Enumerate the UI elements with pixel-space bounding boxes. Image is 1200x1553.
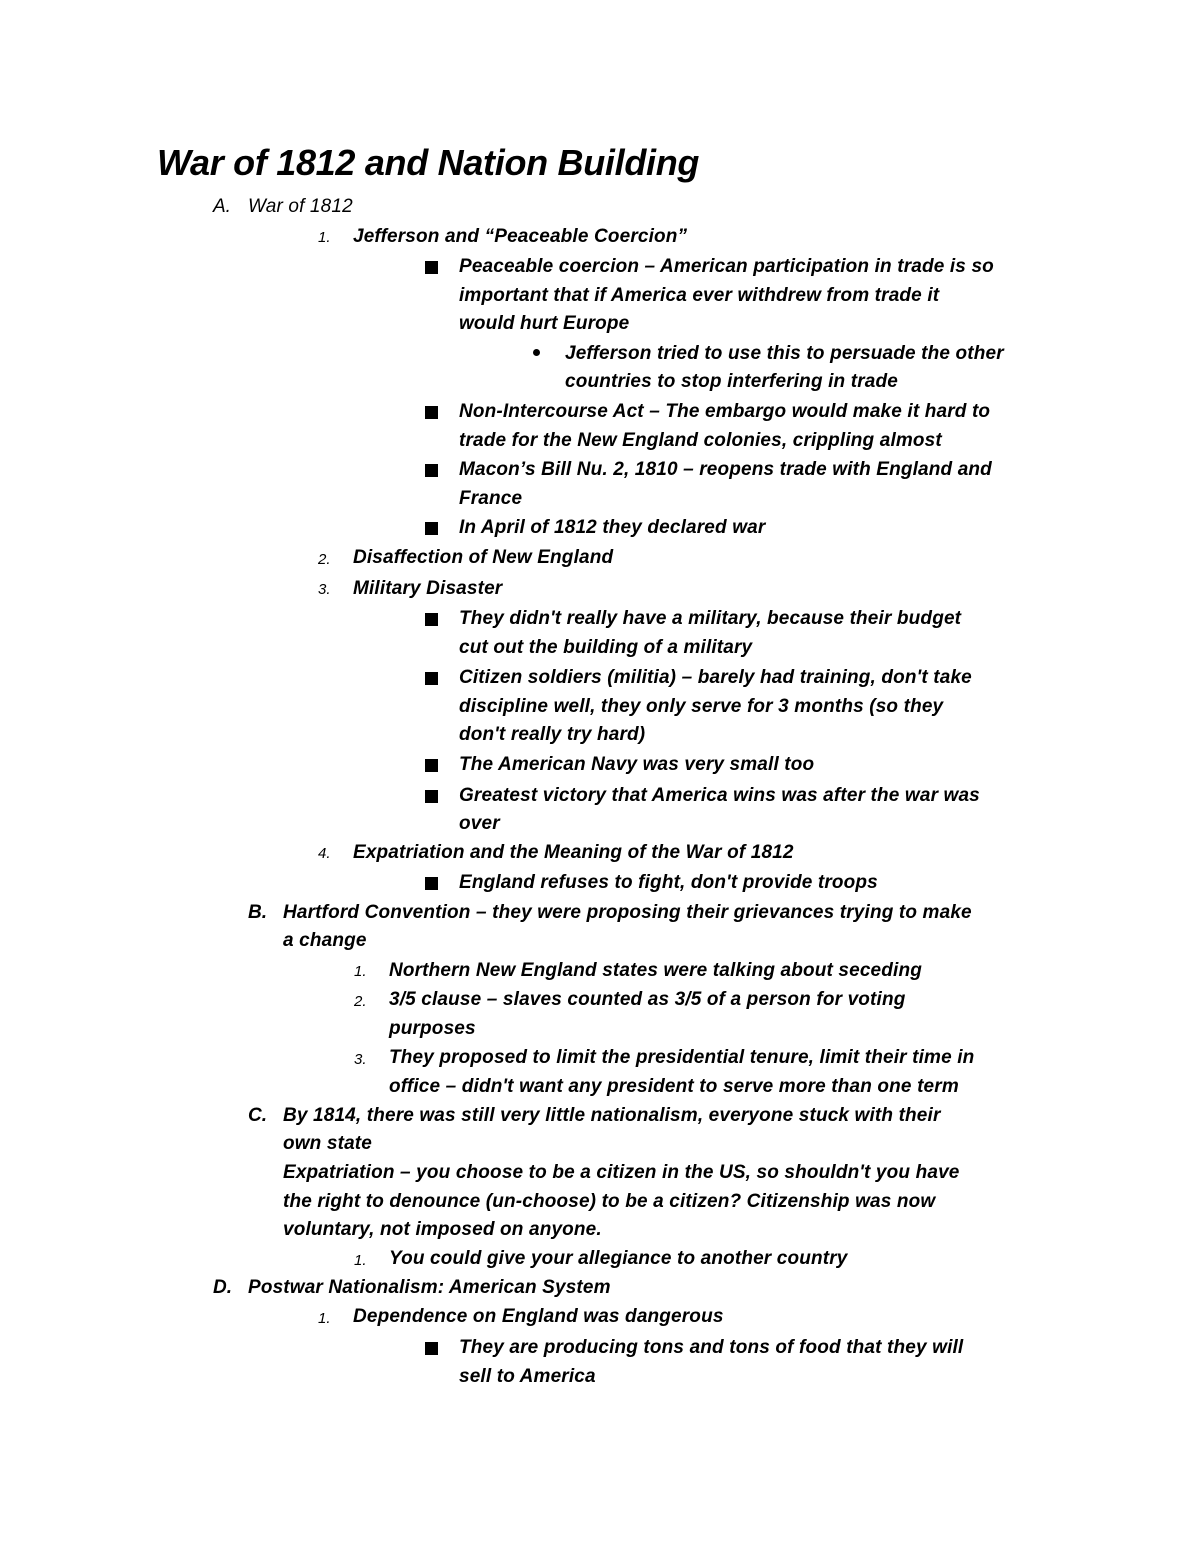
a4-text: Expatriation and the Meaning of the War of 1812 [353,842,794,863]
a3-b1-line2: cut out the building of a military [459,637,753,658]
bullet-square-icon [425,613,438,626]
d1-b1-line2: sell to America [459,1366,596,1387]
a3-b1-line1: They didn't really have a military, because their budget [459,608,962,629]
bullet-square-icon [425,790,438,803]
b3-text-line1: They proposed to limit the presidential tenure, limit their time in [389,1047,975,1068]
section-b-marker: B. [248,902,267,923]
bullet-dot-icon [533,349,540,356]
section-c-heading-line1: By 1814, there was still very little nationalism, everyone stuck with their [283,1105,941,1126]
b1-text-line1: Northern New England states were talking about seceding [389,960,922,981]
a1-b2-line2: trade for the New England colonies, crippling almost [459,430,942,451]
b2-marker: 2. [354,993,367,1010]
page-title: War of 1812 and Nation Building [157,142,700,183]
a1-b4-line1: In April of 1812 they declared war [459,517,766,538]
a2-text: Disaffection of New England [353,547,614,568]
a2-marker: 2. [318,551,331,568]
a1-b3-line2: France [459,488,523,509]
a1-b2-line1: Non-Intercourse Act – The embargo would make it hard to [459,401,991,422]
a4-marker: 4. [318,845,331,862]
a1-b1-line1: Peaceable coercion – American participation in trade is so [459,256,994,277]
section-b-heading-line2: a change [283,930,367,951]
section-c-paragraph-line2: the right to denounce (un-choose) to be a citizen? Citizenship was now [283,1191,936,1212]
a3-b2-line2: discipline well, they only serve for 3 months (so they [459,696,944,717]
d1-marker: 1. [318,1310,331,1327]
section-a-heading: War of 1812 [248,196,353,217]
section-b-heading-line1: Hartford Convention – they were proposing their grievances trying to make [283,902,972,923]
d1-text: Dependence on England was dangerous [353,1306,724,1327]
bullet-square-icon [425,672,438,685]
a3-b4-line1: Greatest victory that America wins was after the war was [459,785,980,806]
section-c-paragraph-line1: Expatriation – you choose to be a citizen in the US, so shouldn't you have [283,1162,960,1183]
section-c-paragraph-line3: voluntary, not imposed on anyone. [283,1219,602,1240]
bullet-square-icon [425,877,438,890]
section-d-heading: Postwar Nationalism: American System [248,1277,611,1298]
b3-marker: 3. [354,1051,367,1068]
d1-b1-line1: They are producing tons and tons of food that they will [459,1337,964,1358]
a1-b3-line1: Macon’s Bill Nu. 2, 1810 – reopens trade with England and [459,459,992,480]
section-c-marker: C. [248,1105,267,1126]
c1-text-line1: You could give your allegiance to another country [389,1248,848,1269]
bullet-square-icon [425,1342,438,1355]
a1-b1-line2: important that if America ever withdrew from trade it [459,285,940,306]
bullet-square-icon [425,406,438,419]
a1-sub1-line1: Jefferson tried to use this to persuade the other [565,343,1004,364]
section-d-marker: D. [213,1277,232,1298]
b3-text-line2: office – didn't want any president to serve more than one term [389,1076,959,1097]
c1-marker: 1. [354,1252,367,1269]
b2-text-line2: purposes [389,1018,476,1039]
a1-sub1-line2: countries to stop interfering in trade [565,371,898,392]
a3-b2-line3: don't really try hard) [459,724,646,745]
a1-b1-line3: would hurt Europe [459,313,630,334]
b2-text-line1: 3/5 clause – slaves counted as 3/5 of a person for voting [389,989,906,1010]
a3-b4-line2: over [459,813,500,834]
a3-b3-line1: The American Navy was very small too [459,754,815,775]
a3-marker: 3. [318,581,331,598]
section-a-marker: A. [213,196,231,217]
a3-b2-line1: Citizen soldiers (militia) – barely had training, don't take [459,667,972,688]
a1-text: Jefferson and “Peaceable Coercion” [353,226,688,247]
b1-marker: 1. [354,963,367,980]
bullet-square-icon [425,522,438,535]
section-c-heading-line2: own state [283,1133,372,1154]
a4-b1-line1: England refuses to fight, don't provide troops [459,872,878,893]
bullet-square-icon [425,759,438,772]
bullet-square-icon [425,261,438,274]
a3-text: Military Disaster [353,578,503,599]
a1-marker: 1. [318,229,331,246]
bullet-square-icon [425,464,438,477]
